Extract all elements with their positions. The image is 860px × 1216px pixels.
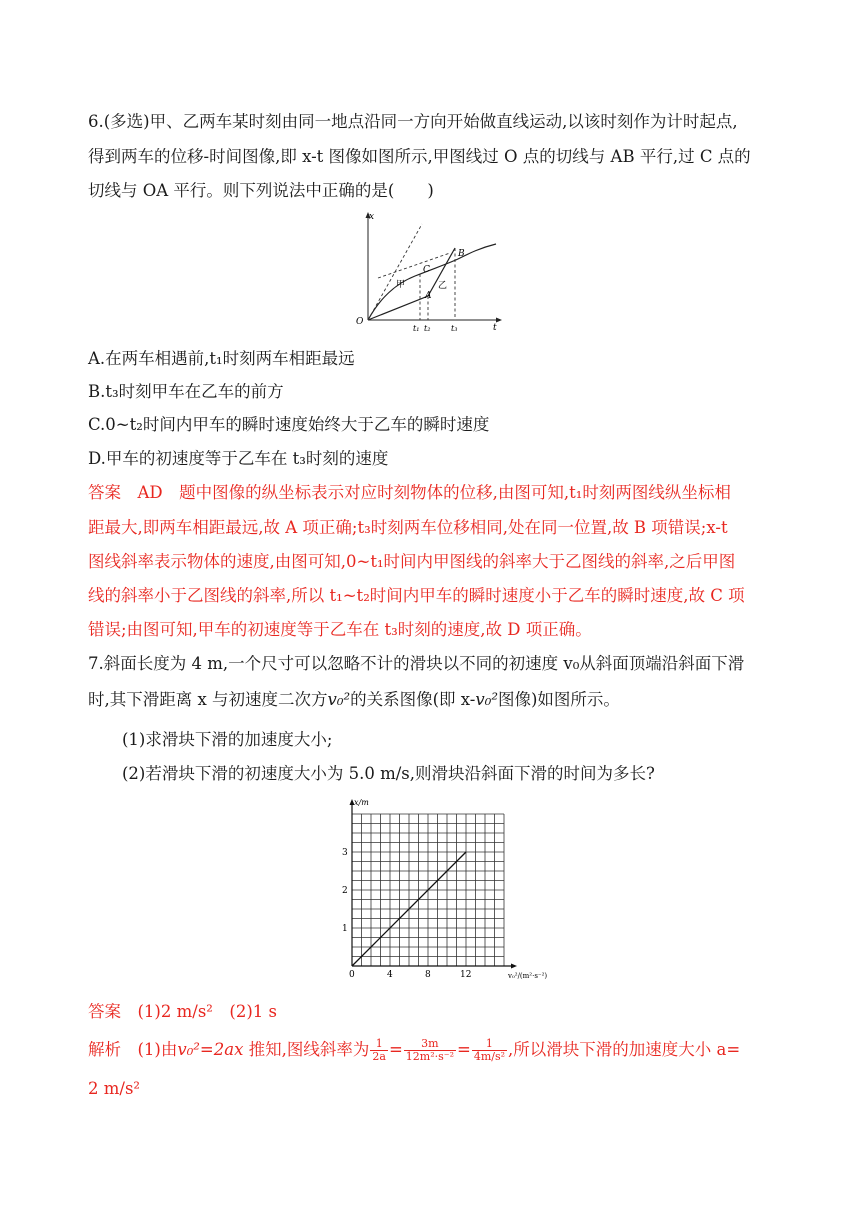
fraction-3m-over-12 [404,1038,456,1063]
q7-stem-text-c: 图像)如图所示。 [497,690,620,709]
x-tick-label: 0 [349,970,355,980]
q7-stem-line-1: 7.斜面长度为 4 m,一个尺寸可以忽略不计的滑块以不同的初速度 v₀从斜面顶端沿斜面下滑 [88,654,745,673]
origin-label: O [356,317,364,327]
x-axis-arrow [496,318,502,323]
q6-stem-line-3: 切线与 OA 平行。则下列说法中正确的是( ) [88,181,434,200]
q6-answer-line-4: 线的斜率小于乙图线的斜率,所以 t₁~t₂时间内甲车的瞬时速度小于乙车的瞬时速度,故 C 项 [88,586,745,605]
q6-answer-line-2: 距最大,即两车相距最远,故 A 项正确;t₃时刻两车位移相同,处在同一位置,故 B 项错误;x-t [88,518,728,537]
frac2-denominator: 12m²·s⁻² [405,1050,454,1063]
x-tick-label: 12 [460,970,472,980]
q6-option-c: C.0~t₂时间内甲车的瞬时速度始终大于乙车的瞬时速度 [88,415,490,434]
v0-squared-2: v₀² [475,690,498,709]
q7-analysis-line-1 [88,1037,778,1063]
curve-jia [368,244,496,320]
frac2-numerator: 3m [404,1038,456,1051]
frac1-denominator: 2a [372,1050,386,1063]
q6-answer-line-5: 错误;由图可知,甲车的初速度等于乙车在 t₃时刻的速度,故 D 项正确。 [88,620,592,639]
x-tick-label: 8 [425,970,431,980]
label-jia: 甲 [396,280,406,290]
x-axis-title: v₀²/(m²·s⁻²) [508,972,548,980]
frac3-denominator: 4m/s² [473,1050,506,1063]
chart-labels [342,798,547,980]
y-tick-label: 3 [342,848,348,858]
equals-1: = [388,1040,403,1059]
x-axis-arrow [511,964,517,969]
tangent-at-c [378,253,450,278]
q7-stem-text-b: 的关系图像(即 x- [350,690,476,709]
q6-answer-line-1: 答案 AD 题中图像的纵坐标表示对应时刻物体的位移,由图可知,t₁时刻两图线纵坐标相 [88,483,731,502]
q6-option-a: A.在两车相遇前,t₁时刻两车相距最远 [88,349,355,368]
q6-option-b: B.t₃时刻甲车在乙车的前方 [88,382,284,401]
y-tick-label: 1 [342,924,348,934]
point-b-label: B [458,249,465,259]
q7-stem-text-a: 时,其下滑距离 x 与初速度二次方 [88,690,328,709]
q6-stem-line-2: 得到两车的位移-时间图像,即 x-t 图像如图所示,甲图线过 O 点的切线与 AB 平行,过 C 点的 [88,147,751,166]
y-axis-title: x/m [354,798,369,807]
q7-analysis-line-2: 2 m/s² [88,1079,141,1098]
x-v0sq-chart [334,796,548,982]
fraction-1-over-4 [472,1038,507,1063]
equals-2: = [457,1040,471,1059]
analysis-equation: v₀²=2ax [177,1040,244,1059]
q6-option-d: D.甲车的初速度等于乙车在 t₃时刻的速度 [88,449,389,468]
analysis-mid: 推知,图线斜率为 [243,1040,370,1059]
y-axis-label: x [369,212,375,222]
v0-squared: v₀² [327,690,351,709]
tick-t2: t₂ [424,324,431,333]
tick-t1: t₁ [413,324,420,333]
label-yi: 乙 [438,281,448,291]
analysis-prefix: 解析 (1)由 [88,1040,178,1059]
point-a-label: A [425,291,432,301]
fraction-1-over-2a [370,1038,388,1063]
q7-answer: 答案 (1)2 m/s² (2)1 s [88,1002,277,1021]
q6-answer-line-3: 图线斜率表示物体的速度,由图可知,0~t₁时间内甲图线的斜率大于乙图线的斜率,之后甲图 [88,552,736,571]
frac3-numerator: 1 [472,1038,507,1051]
q7-subquestion-1: (1)求滑块下滑的加速度大小; [122,730,333,749]
point-c-label: C [423,265,430,275]
xt-graph-figure [340,208,510,338]
analysis-suffix: ,所以滑块下滑的加速度大小 a= [508,1040,741,1059]
tick-t3: t₃ [451,324,458,333]
frac1-numerator: 1 [370,1038,388,1051]
q7-stem-line-2 [88,689,778,711]
x-tick-label: 4 [387,970,393,980]
q7-subquestion-2: (2)若滑块下滑的初速度大小为 5.0 m/s,则滑块沿斜面下滑的时间为多长? [122,764,655,783]
y-tick-label: 2 [342,886,348,896]
q6-stem-line-1: 6.(多选)甲、乙两车某时刻由同一地点沿同一方向开始做直线运动,以该时刻作为计时起点, [88,112,738,131]
x-axis-label: t [493,323,497,333]
